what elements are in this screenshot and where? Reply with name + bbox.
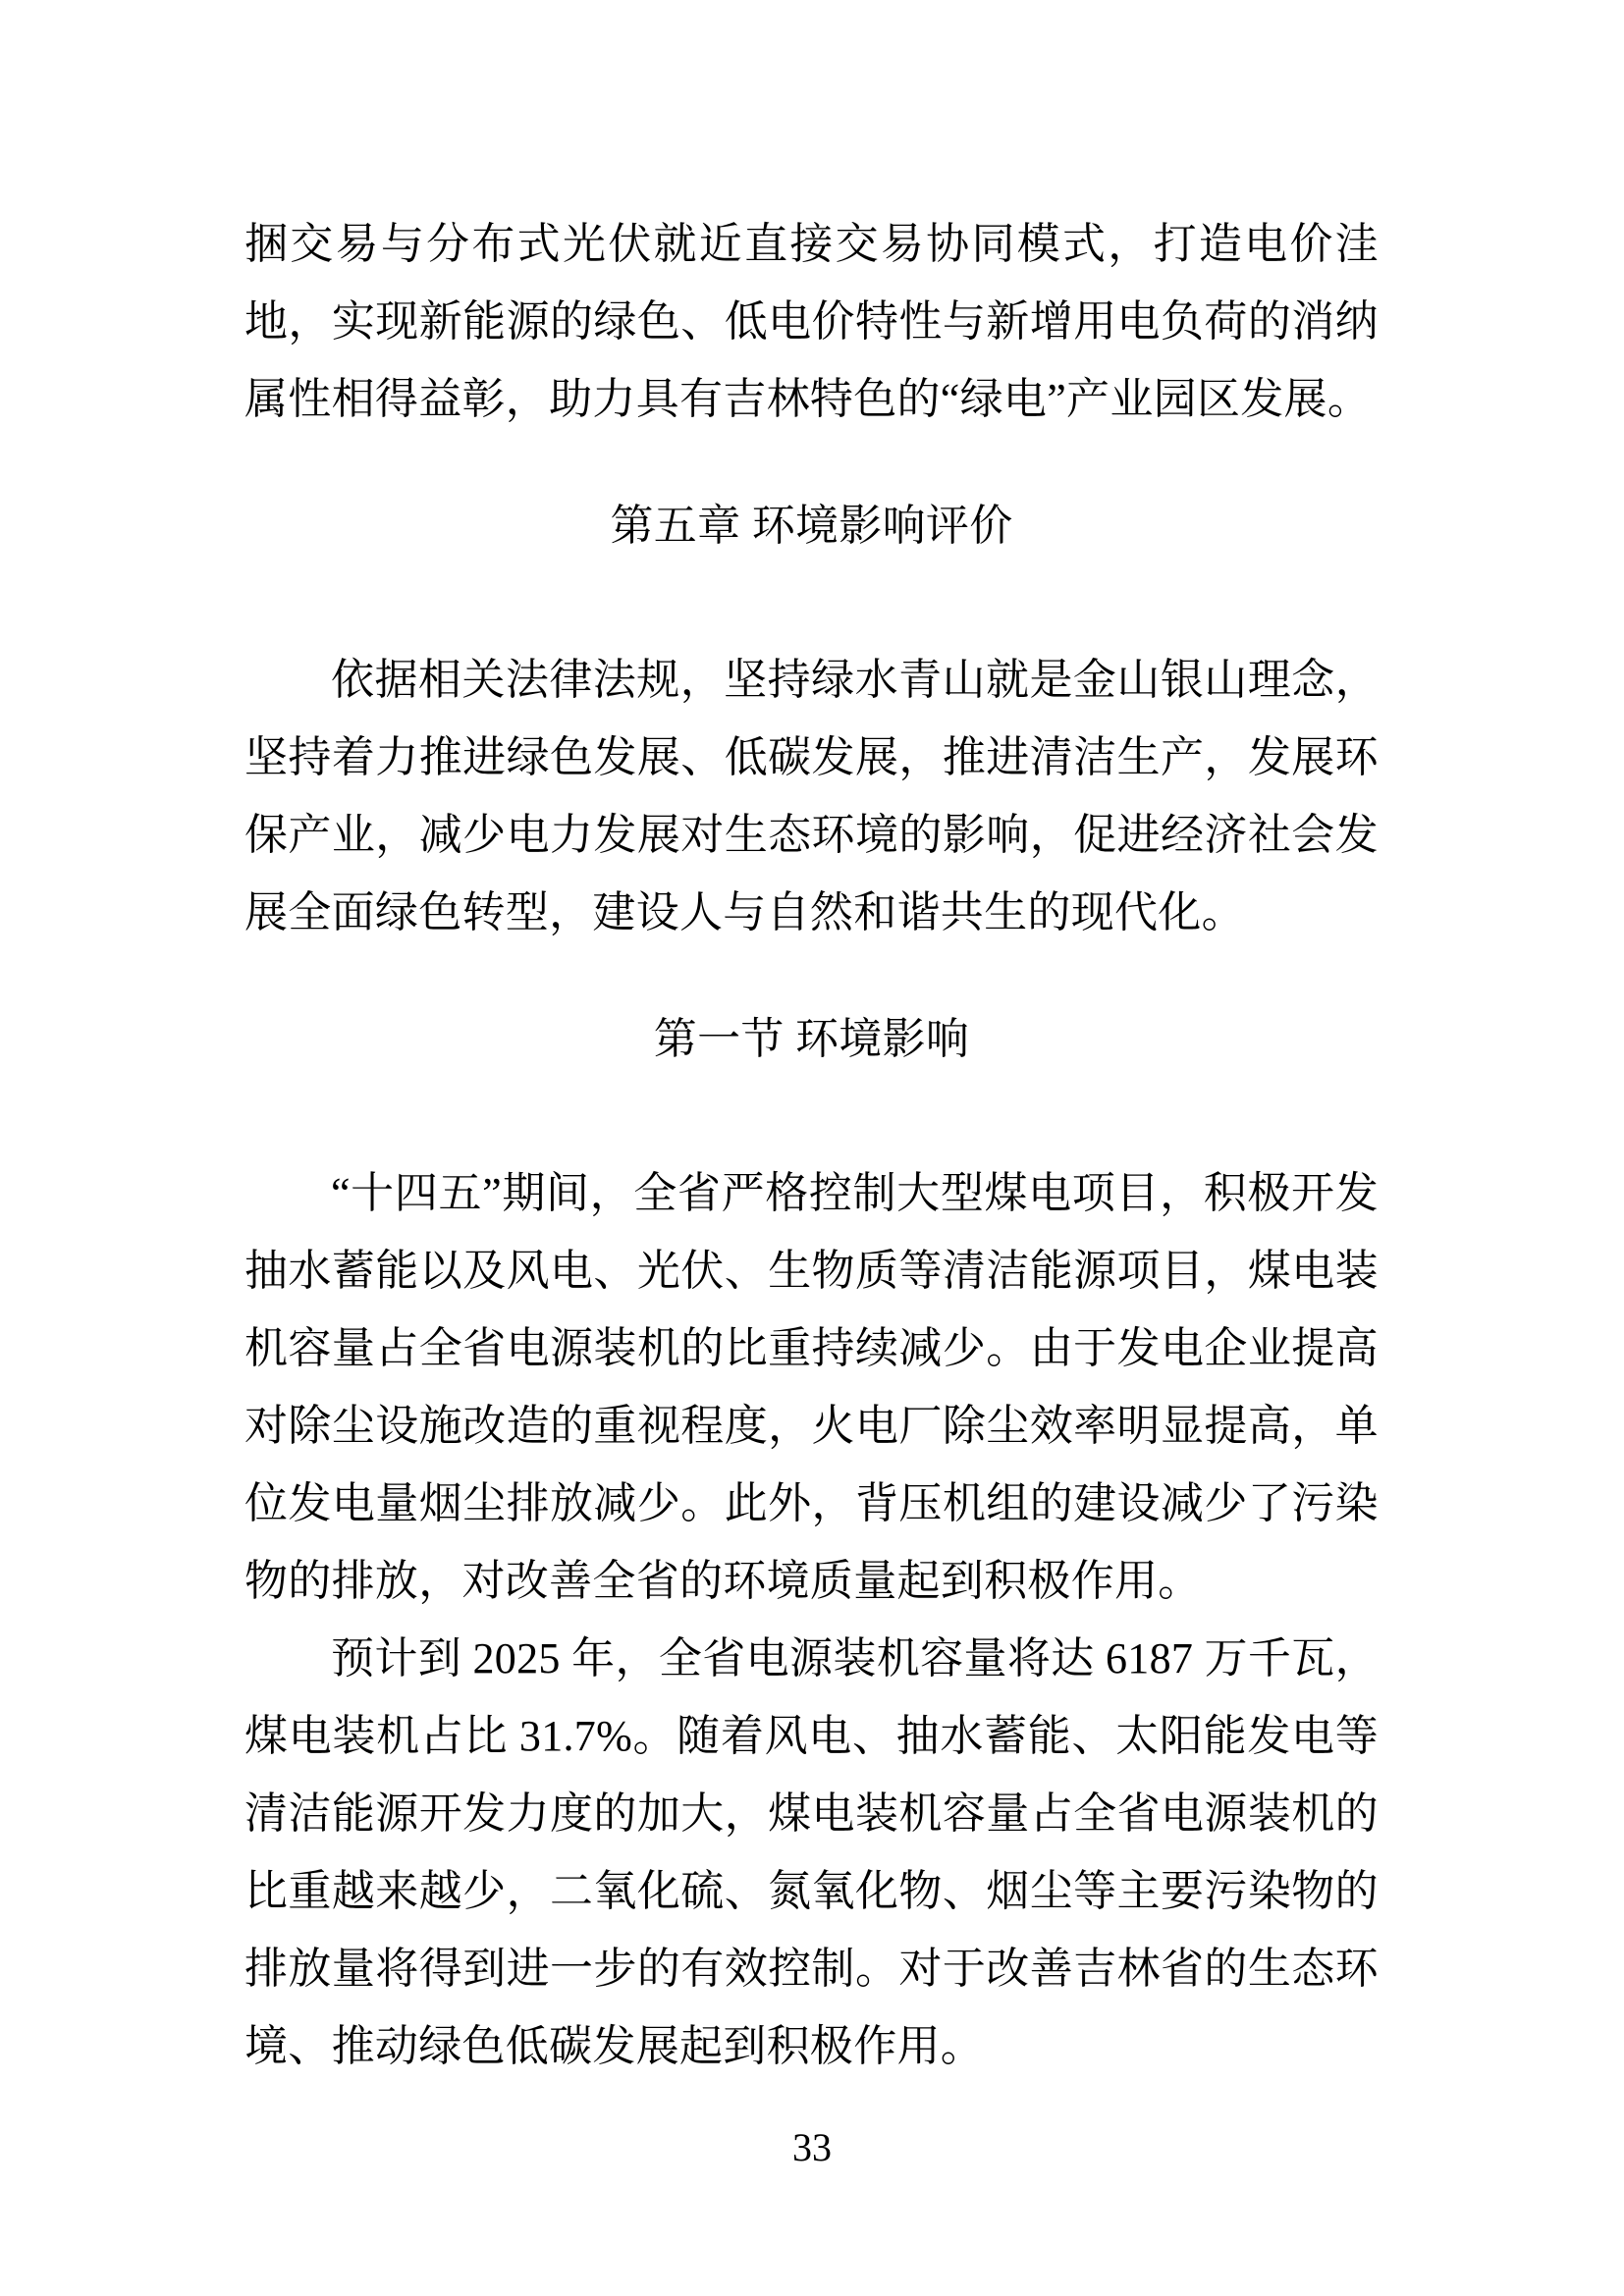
body-paragraph: “十四五”期间，全省严格控制大型煤电项目，积极开发抽水蓄能以及风电、光伏、生物质等清洁能源项目，煤电装机容量占全省电源装机的比重持续减少。由于发电企业提高对除尘设施改造的重视程度，火电厂除尘效率明显提高，单位发电量烟尘排放减少。此外，背压机组的建设减少了污染物的排放，对改善全省的环境质量起到积极作用。 bbox=[244, 1169, 1379, 1605]
chapter-heading: 第五章 环境影响评价 bbox=[610, 502, 1013, 550]
body-paragraph-carryover: 捆交易与分布式光伏就近直接交易协同模式，打造电价洼地，实现新能源的绿色、低电价特性与新增用电负荷的消纳属性相得益彰，助力具有吉林特色的“绿电”产业园区发展。 bbox=[244, 220, 1379, 423]
body-paragraph: 预计到 2025 年，全省电源装机容量将达 6187 万千瓦，煤电装机占比 31.7%。随着风电、抽水蓄能、太阳能发电等清洁能源开发力度的加大，煤电装机容量占全省电源装机的比重越来越少，二氧化硫、氮氧化物、烟尘等主要污染物的排放量将得到进一步的有效控制。对于改善吉林省的生态环境、推动绿色低碳发展起到积极作用。 bbox=[244, 1634, 1379, 2070]
page-body bbox=[244, 205, 1379, 2085]
body-paragraph: 依据相关法律法规，坚持绿水青山就是金山银山理念，坚持着力推进绿色发展、低碳发展，推进清洁生产，发展环保产业，减少电力发展对生态环境的影响，促进经济社会发展全面绿色转型，建设人与自然和谐共生的现代化。 bbox=[244, 656, 1379, 936]
page-number: 33 bbox=[792, 2125, 832, 2169]
section-heading: 第一节 环境影响 bbox=[653, 1015, 970, 1063]
